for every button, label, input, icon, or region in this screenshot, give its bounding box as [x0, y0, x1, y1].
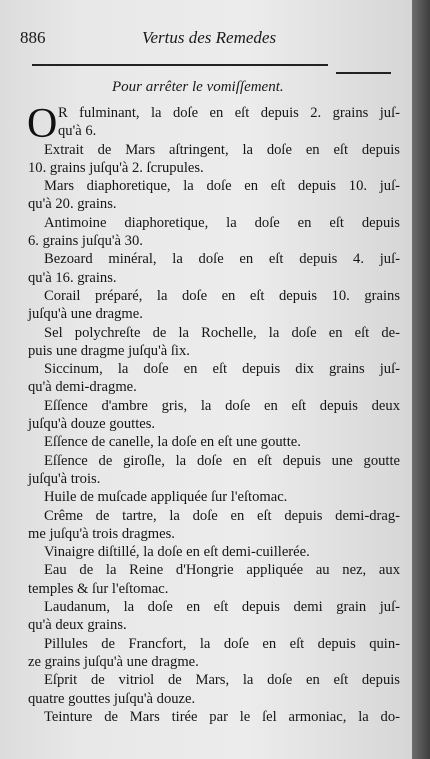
text-line: juſqu'à douze gouttes. — [28, 416, 156, 433]
text-line: Antimoine diaphoretique, la doſe en eſt depuis — [44, 214, 400, 231]
text-line: qu'à demi-dragme. — [28, 379, 137, 396]
text-line: Eſſence d'ambre gris, la doſe en eſt depuis deux — [44, 397, 400, 414]
text-line: Eſſence de giroſle, la doſe en eſt depuis une goutte — [44, 452, 400, 469]
text-line: Laudanum, la doſe en eſt depuis demi grain juſ- — [44, 599, 400, 616]
text-line: Eſprit de vitriol de Mars, la doſe en eſt depuis — [44, 672, 400, 689]
text-line: me juſqu'à trois dragmes. — [28, 525, 175, 542]
body-text — [27, 101, 400, 726]
text-line: juſqu'à trois. — [28, 470, 101, 487]
page-number: 886 — [20, 28, 46, 47]
text-line: Corail préparé, la doſe en eſt depuis 10. grains — [44, 287, 400, 304]
text-line: puis une dragme juſqu'à ſix. — [28, 342, 190, 359]
text-line: qu'à 20. grains. — [28, 196, 117, 213]
text-line: R fulminant, la doſe en eſt depuis 2. grains juſ- — [58, 105, 400, 121]
text-line: qu'à 16. grains. — [28, 269, 117, 286]
text-line: Teinture de Mars tirée par le ſel armoniac, la do- — [44, 708, 400, 725]
text-line: temples & ſur l'eſtomac. — [28, 580, 169, 597]
text-line: 10. grains juſqu'à 2. ſcrupules. — [28, 159, 204, 176]
text-line: ze grains juſqu'à une dragme. — [28, 653, 199, 670]
running-title: Vertus des Remedes — [142, 28, 277, 47]
text-line: Sel polychreſte de la Rochelle, la doſe en eſt de- — [44, 324, 400, 341]
text-line: qu'à deux grains. — [28, 617, 127, 634]
text-line: Siccinum, la doſe en eſt depuis dix grains juſ- — [44, 361, 400, 378]
page-edge — [412, 0, 430, 759]
text-line: juſqu'à une dragme. — [28, 306, 143, 323]
text-line: Crême de tartre, la doſe en eſt depuis demi-drag- — [44, 507, 400, 524]
section-title: Pour arrêter le vomiſſement. — [112, 79, 284, 95]
text-line: Bezoard minéral, la doſe en eſt depuis 4. juſ- — [44, 251, 400, 268]
text-line: Eau de la Reine d'Hongrie appliquée au nez, aux — [44, 562, 400, 579]
text-line: quatre gouttes juſqu'à douze. — [28, 690, 196, 707]
text-line: Eſſence de canelle, la doſe en eſt une goutte. — [44, 434, 301, 451]
text-line: Vinaigre diſtillé, la doſe en eſt demi-cuillerée. — [44, 544, 310, 561]
header-rule-left — [32, 64, 328, 66]
drop-cap: O — [27, 101, 58, 147]
text-line: 6. grains juſqu'à 30. — [28, 233, 143, 250]
text-line: Huile de muſcade appliquée ſur l'eſtomac. — [44, 489, 288, 506]
text-line: qu'à 6. — [58, 123, 97, 140]
text-line: Pillules de Francfort, la doſe en eſt depuis quin- — [44, 635, 400, 652]
header-rule-right — [336, 72, 391, 74]
page-header — [20, 28, 405, 54]
text-line: Mars diaphoretique, la doſe en eſt depuis 10. juſ- — [44, 178, 400, 195]
text-line: Extrait de Mars aſtringent, la doſe en eſt depuis — [44, 141, 400, 158]
